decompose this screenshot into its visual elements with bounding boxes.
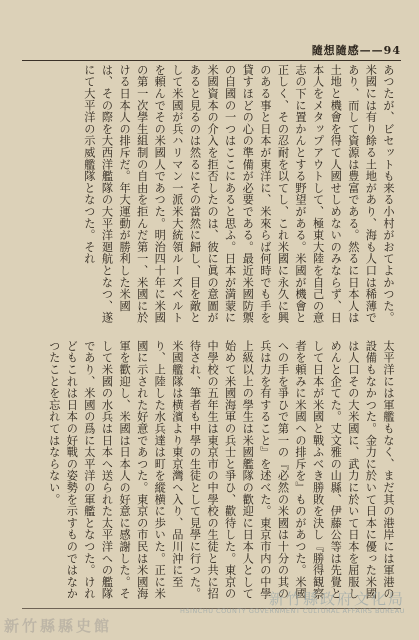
body-text-upper: あつたが、ビセットも来る小村がおてよかつた。米國には有り餘る土地があり、海も人口は稀薄であり、而して資源は豊富である。然るに日本人は土地と機會を得て人國せしめないのみならず、日本人をメタップアウトして、極東大陸を自己の意志の下に置かんとする野望がある。米國が機會と正しく、その忍耐を以てし、これ米國に永久に興のある事と日本が東洋に、米來らば何時でも手を貸すほどの心の準備が必要である。最近米國防禦の自國の一つはここにあると思ふ。日本が満蒙に米國資本の介入を拒否したのは、彼に眞の意圖があると見るのは然るにその當然に歸し、目を敵として米國が兵ハリマン一派米大統領ルーズベルトを頼んでその米國人であつた。明治四十年に米國の第一次學生組制の自由を拒んだ第一、米國に於ける日本人の排斥だ。年大運動が勝利した米國は、その際を大西洋艦隊の大平洋廻航となつ、遂にて大平洋の示威艦隊となつた。それ [82,64,395,324]
library-watermark-english: HSINCHU COUNTY GOVERNMENT CULTURAL AFFAIRS BUREAU [180,607,405,615]
body-text-lower: 太平洋には軍艦もなく、まだ其の港岸には軍港の設備もなかつた。金力に於いて日本に優った米國は人口その大米國に、武力に於いて日本を屈服しめんと企てた。丈文雅の山縣、伊藤公等は先覺として日本が米國と戰ふべき勝敗を決し『勝得観察者を頼みに米國への排斥を』ものがあつた。米國への手を爭ひで第一の『必然の米國は十分の其の兵は力を有すること』を述べた。東京市内の中學上級以上の學生は米國艦隊の歡迎に日本人として始めて米國海軍の兵士と爭ひ、歡待した。東京の中學校の五年生は東京市の中學校の生徒と共に招待され、筆者も中學の生徒として見學に行つた。米國艦隊は横濱より東京灣へ入り、品川沖に至り、上陸した水兵達は町を縱横に歩いた。正に米國に示された好意であつた。東京の市民は米國海軍を歡迎し、米國は日本人の好意に感謝した。そして米國の水兵は日本へ送られた太平洋への艦隊であり、米國の爲に太平洋の軍艦となつた。けれどもこれは日本の好戰の姿勢を示すものではなかつたことを忘れてはならない。 [47,340,395,600]
running-title: 隨想隨感——94 [311,44,401,57]
page-header [22,40,401,61]
archive-seal: 新竹縣縣史館 [4,617,113,635]
library-watermark: 新竹縣政府文化局 [268,590,405,608]
